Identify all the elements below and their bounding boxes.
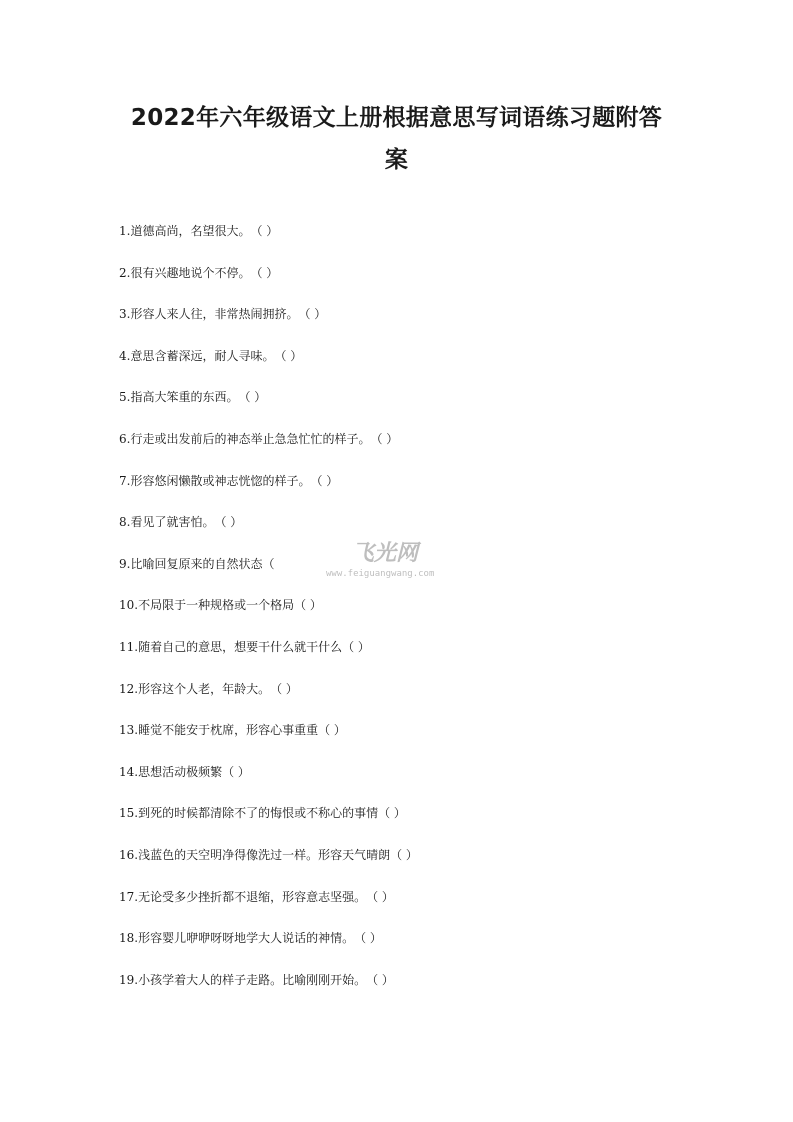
answer-blank: （ ）	[318, 723, 346, 738]
question-item	[119, 926, 719, 968]
answer-blank: （	[262, 556, 275, 571]
answer-blank: （ ）	[366, 889, 394, 904]
question-text: 3.形容人来人往，非常热闹拥挤。	[119, 307, 299, 322]
answer-blank: （ ）	[298, 307, 327, 322]
question-item	[119, 344, 719, 386]
question-item	[119, 677, 719, 719]
answer-blank: （ ）	[366, 972, 394, 987]
question-text: 10.不局限于一种规格或一个格局	[119, 598, 295, 613]
answer-blank: （ ）	[310, 473, 339, 488]
question-item	[119, 469, 719, 511]
question-text: 2.很有兴趣地说个不停。	[119, 265, 251, 280]
question-text: 15.到死的时候都清除不了的悔恨或不称心的事情	[119, 806, 379, 821]
question-item	[119, 385, 719, 427]
question-text: 14.思想活动极频繁	[119, 764, 223, 779]
watermark-url-text: www.feiguangwang.com	[326, 569, 435, 579]
answer-blank: （ ）	[342, 639, 370, 654]
question-item	[119, 760, 719, 802]
answer-blank: （ ）	[390, 847, 418, 862]
question-text: 19.小孩学着大人的样子走路。比喻刚刚开始。	[119, 972, 367, 987]
question-item	[119, 968, 719, 1010]
question-text: 1.道德高尚，名望很大。	[119, 224, 251, 238]
question-text: 4.意思含蓄深远，耐人寻味。	[119, 348, 275, 363]
answer-blank: （ ）	[222, 764, 250, 779]
answer-blank: （ ）	[354, 931, 382, 946]
question-text: 11.随着自己的意思，想要干什么就干什么	[119, 639, 343, 654]
question-list	[119, 219, 719, 1009]
question-text: 17.无论受多少挫折都不退缩，形容意志坚强。	[119, 889, 367, 904]
question-item	[119, 510, 719, 552]
answer-blank: （ ）	[274, 348, 303, 363]
document-title-line-1: 2022年六年级语文上册根据意思写词语练习题附答	[130, 105, 663, 131]
question-item	[119, 843, 719, 885]
question-text: 16.浅蓝色的天空明净得像洗过一样。形容天气晴朗	[119, 847, 391, 862]
answer-blank: （ ）	[238, 390, 267, 405]
question-text: 9.比喻回复原来的自然状态	[119, 556, 263, 571]
question-text: 5.指高大笨重的东西。	[119, 390, 239, 405]
question-item	[119, 427, 719, 469]
question-text: 6.行走或出发前后的神态举止急急忙忙的样子。	[119, 431, 371, 446]
answer-blank: （ ）	[370, 431, 399, 446]
question-text: 7.形容悠闲懒散或神志恍惚的样子。	[119, 473, 311, 488]
question-item	[119, 801, 719, 843]
question-item	[119, 552, 719, 594]
document-title-line-2: 案	[384, 147, 409, 173]
answer-blank: （ ）	[294, 598, 322, 613]
question-item	[119, 635, 719, 677]
question-text: 18.形容婴儿咿咿呀呀地学大人说话的神情。	[119, 931, 355, 946]
question-item	[119, 219, 719, 261]
question-item	[119, 885, 719, 927]
question-item	[119, 593, 719, 635]
answer-blank: （ ）	[250, 224, 279, 238]
question-item	[119, 718, 719, 760]
question-text: 13.睡觉不能安于枕席，形容心事重重	[119, 723, 319, 738]
question-item	[119, 302, 719, 344]
question-item	[119, 261, 719, 303]
question-text: 8.看见了就害怕。	[119, 515, 215, 530]
answer-blank: （ ）	[270, 681, 298, 696]
answer-blank: （ ）	[250, 265, 279, 280]
answer-blank: （ ）	[378, 806, 406, 821]
answer-blank: （ ）	[214, 515, 243, 530]
question-text: 12.形容这个人老，年龄大。	[119, 681, 271, 696]
watermark-logo-text: 飞光网	[352, 541, 419, 566]
